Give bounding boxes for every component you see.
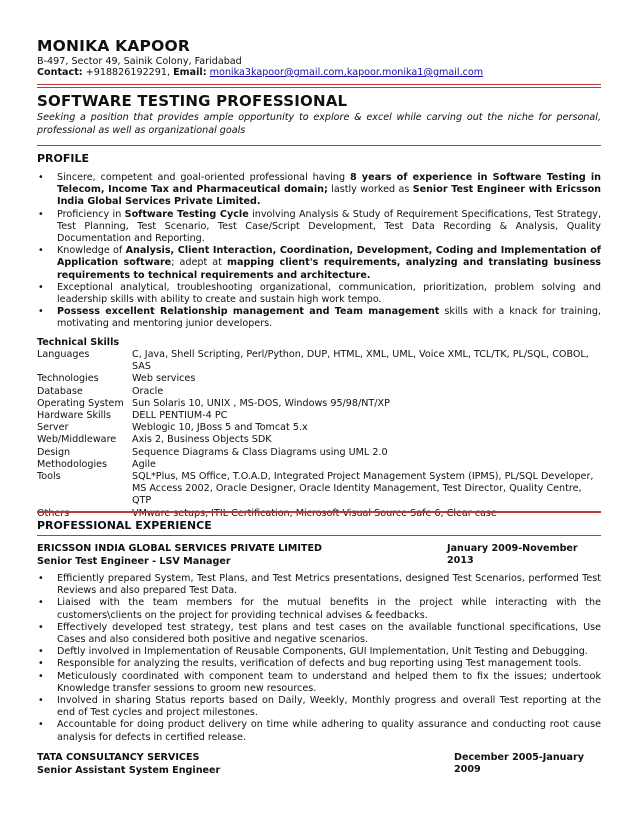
skill-row <box>37 410 601 422</box>
company-name: ERICSSON INDIA GLOBAL SERVICES PRIVATE LIMITED <box>37 543 322 554</box>
skill-row <box>37 373 601 385</box>
profile-item <box>37 209 601 246</box>
bullet-icon: • <box>38 208 44 220</box>
item-text: skills with a knack for training, motivating and mentoring junior developers. <box>57 306 601 330</box>
bullet-icon: • <box>38 172 44 183</box>
skill-value: Axis 2, Business Objects SDK <box>132 434 272 446</box>
skill-category: Technologies <box>37 373 99 385</box>
company-name: TATA CONSULTANCY SERVICES <box>37 752 200 763</box>
candidate-name: MONIKA KAPOOR <box>37 37 190 55</box>
skill-row <box>37 447 601 459</box>
skill-row <box>37 398 601 410</box>
skill-value: Weblogic 10, JBoss 5 and Tomcat 5.x <box>132 422 308 434</box>
job-dates: January 2009-November 2013 <box>447 543 578 567</box>
phone: +918826192291, <box>85 67 171 78</box>
item-text: Proficiency in <box>57 208 125 220</box>
contact-label: Contact: <box>37 67 83 78</box>
skill-row <box>37 434 601 446</box>
bullet-icon: • <box>38 306 44 318</box>
skill-value: SQL*Plus, MS Office, T.O.A.D, Integrated Project Management System (IPMS), PL/SQL Developer, MS Access 2002, Oracle Designer, Oracle Identity Management, Test Director, Quality Centre, QTP <box>132 471 594 507</box>
item-text: Knowledge of <box>57 245 126 257</box>
skill-value: Oracle <box>132 385 164 397</box>
bullet-text: Efficiently prepared System, Test Plans, and Test Metrics presentations, designed Test Scenarios, performed Test Reviews and also prepared Test Data. <box>57 573 601 597</box>
bullet-text: Responsible for analyzing the results, verification of defects and bug reporting using Test management tools. <box>57 658 582 670</box>
profile-heading: PROFILE <box>37 152 90 165</box>
bullet-text: Liaised with the team members for the mutual benefits in the project while interacting with the customers\clients on the project for providing technical advises & feedbacks. <box>57 597 601 621</box>
emphasis-text: Analysis, Client Interaction, Coordination, Development, Coding and Implementation of Application software <box>57 245 601 269</box>
skill-row <box>37 349 601 373</box>
section-divider <box>37 511 601 513</box>
bullet-icon: • <box>38 646 44 658</box>
profile-item <box>37 172 601 209</box>
job-bullet <box>37 671 601 695</box>
skill-row <box>37 386 601 398</box>
address: B-497, Sector 49, Sainik Colony, Faridabad <box>37 56 242 67</box>
skill-category: Operating System <box>37 397 124 409</box>
bullet-text: Accountable for doing product delivery on time while adhering to quality assurance and conducting root cause analysis for defects in certified release. <box>57 719 601 743</box>
section-divider <box>37 145 601 146</box>
bullet-text: Involved in sharing Status reports based on Daily, Weekly, Monthly progress and overall Test reporting at the end of Test cycles and project milestones. <box>57 695 601 719</box>
emphasis-text: Software Testing Cycle <box>124 208 249 220</box>
bullet-text: Deftly involved in Implementation of Reusable Components, GUI Implementation, Unit Testing and Debugging. <box>57 646 588 658</box>
bullet-icon: • <box>38 658 44 670</box>
job-bullet <box>37 597 601 621</box>
bullet-icon: • <box>38 573 44 584</box>
job-bullet <box>37 658 601 670</box>
profile-list <box>37 172 601 331</box>
skill-row <box>37 471 601 508</box>
item-text: lastly worked as <box>327 184 413 196</box>
bullet-text: Effectively developed test strategy, test plans and test cases on the available functional specifications, Use Cases and also considered both positive and negative scenarios. <box>57 621 601 646</box>
skill-category: Web/Middleware <box>37 434 117 446</box>
skill-row <box>37 459 601 471</box>
section-divider <box>37 535 601 536</box>
emphasis-text: 8 years of experience in Software Testing in Telecom, Income Tax and Pharmaceutical domain; <box>57 172 602 196</box>
skill-value: Agile <box>132 458 156 470</box>
job-bullet <box>37 719 601 743</box>
skill-category: Hardware Skills <box>37 410 112 422</box>
skill-category: Database <box>37 385 83 397</box>
bullet-icon: • <box>38 621 44 633</box>
skill-category: Languages <box>37 349 90 360</box>
bullet-icon: • <box>38 695 44 707</box>
skill-category: Others <box>37 507 70 519</box>
bullet-icon: • <box>38 597 44 609</box>
skill-category: Methodologies <box>37 458 108 470</box>
skill-value: DELL PENTIUM-4 PC <box>132 410 228 422</box>
skill-value: C, Java, Shell Scripting, Perl/Python, DUP, HTML, XML, UML, Voice XML, TCL/TK, PL/SQL, COBOL, SAS <box>132 349 589 373</box>
objective: Seeking a position that provides ample opportunity to explore & excel while carving out the niche for personal, professional as well as organizational goals <box>37 112 601 136</box>
email-label: Email: <box>173 67 207 78</box>
experience-heading: PROFESSIONAL EXPERIENCE <box>37 519 212 532</box>
job-role: Senior Test Engineer - LSV Manager <box>37 556 231 567</box>
job-bullet <box>37 646 601 658</box>
header-divider-2 <box>37 87 601 88</box>
bullet-icon: • <box>38 281 44 293</box>
job-bullet <box>37 573 601 597</box>
job-role: Senior Assistant System Engineer <box>37 765 221 776</box>
emphasis-text: Senior Test Engineer with Ericsson India Global Services Private Limited. <box>57 184 602 208</box>
item-text: Sincere, competent and goal-oriented professional having <box>57 172 350 183</box>
skill-category: Server <box>37 422 69 434</box>
skill-value: VMware setups, ITIL Certification, Microsoft Visual Source Safe 6, Clear case <box>132 507 497 519</box>
item-text: involving Analysis & Study of Requirement Specifications, Test Strategy, Test Planning, Test Scenario, Test Case/Script Development, Test Data Recording & Analysis, Quality Documentation and Reporting. <box>57 208 602 245</box>
skill-category: Design <box>37 446 71 458</box>
bullet-icon: • <box>38 670 44 682</box>
skill-row <box>37 422 601 434</box>
job-bullet <box>37 622 601 646</box>
skill-category: Tools <box>37 471 61 483</box>
job-bullet <box>37 695 601 719</box>
bullet-icon: • <box>38 245 44 257</box>
technical-skills-heading: Technical Skills <box>37 337 120 348</box>
technical-skills-table <box>37 349 601 520</box>
skill-value: Sequence Diagrams & Class Diagrams using UML 2.0 <box>132 446 388 458</box>
item-text: ; adept at <box>171 257 227 269</box>
item-text: Exceptional analytical, troubleshooting organizational, communication, prioritization, problem solving and leadership skills with ability to create and sustain high work tempo. <box>57 281 601 306</box>
headline: SOFTWARE TESTING PROFESSIONAL <box>37 92 348 110</box>
header-divider <box>37 84 601 85</box>
contact-line <box>37 67 483 78</box>
bullet-icon: • <box>38 719 44 731</box>
emphasis-text: Possess excellent Relationship management and Team management <box>57 306 440 318</box>
profile-item <box>37 306 601 330</box>
emphasis-text: mapping client's requirements, analyzing and translating business requirements to technical requirements and architecture. <box>57 257 602 281</box>
skill-value: Web services <box>132 373 196 385</box>
profile-item <box>37 282 601 306</box>
profile-item <box>37 245 601 282</box>
email-link[interactable]: monika3kapoor@gmail.com,kapoor.monika1@gmail.com <box>209 67 484 78</box>
bullet-text: Meticulously coordinated with component team to understand and helped them to fix the issues; undertook Knowledge transfer sessions to groom new resources. <box>57 670 601 694</box>
skill-row <box>37 508 601 520</box>
skill-value: Sun Solaris 10, UNIX , MS-DOS, Windows 95/98/NT/XP <box>132 397 390 409</box>
job-bullets <box>37 573 601 744</box>
job-dates: December 2005-January 2009 <box>454 752 584 776</box>
